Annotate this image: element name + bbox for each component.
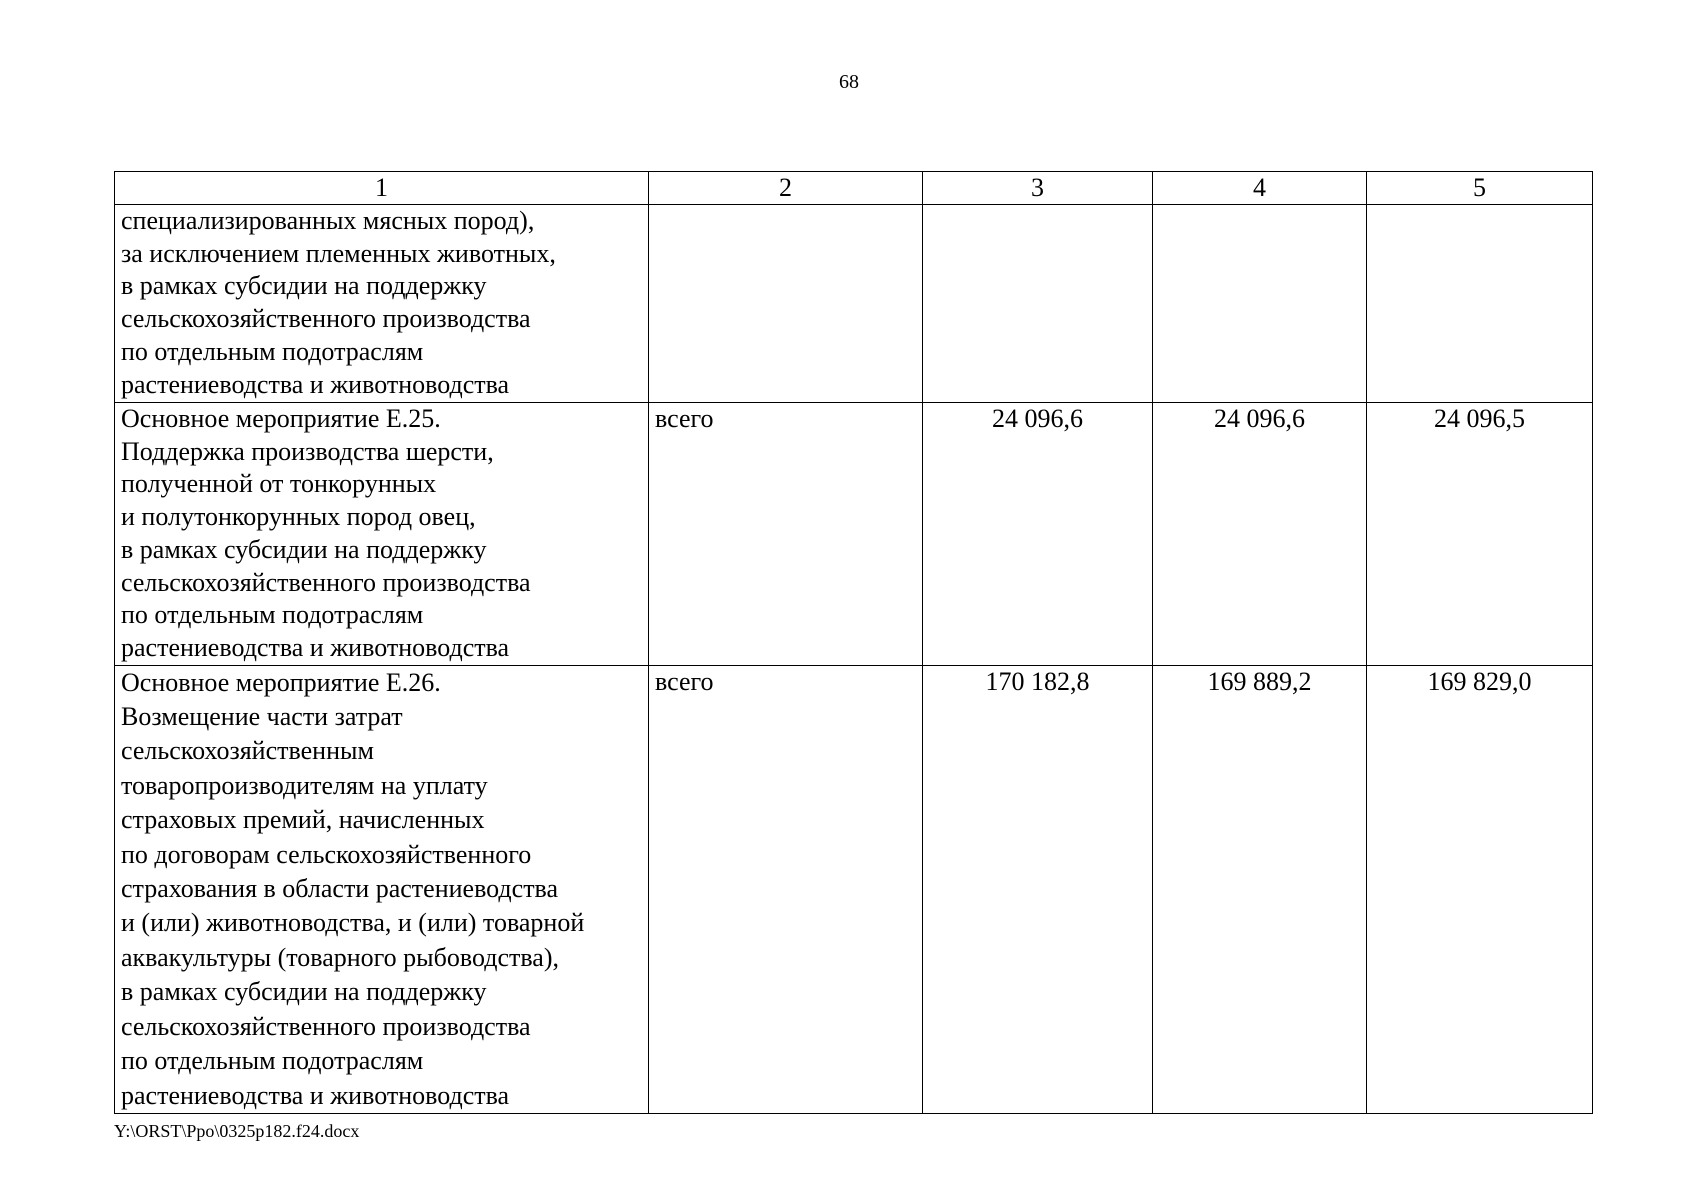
activity-name-line: растениеводства и животноводства xyxy=(121,632,510,662)
column-header: 2 xyxy=(649,172,923,205)
table-row xyxy=(115,403,1593,666)
activity-name-line: в рамках субсидии на поддержку xyxy=(121,977,487,1007)
activity-name-line: сельскохозяйственным xyxy=(121,736,374,766)
activity-name-line: сельскохозяйственного производства xyxy=(121,567,531,597)
column-header: 3 xyxy=(923,172,1153,205)
value-cell-col3: 170 182,8 xyxy=(923,665,1153,1113)
activity-name-cell xyxy=(115,205,649,403)
value-cell-col3: 24 096,6 xyxy=(923,403,1153,666)
value-cell-col5 xyxy=(1367,205,1593,403)
activity-name-line: товаропроизводителям на уплату xyxy=(121,770,488,800)
activity-name-line: аквакультуры (товарного рыбоводства), xyxy=(121,942,559,972)
value-cell-col4: 169 889,2 xyxy=(1153,665,1367,1113)
activity-name-line: растениеводства и животноводства xyxy=(121,369,510,399)
activity-name-line: Основное мероприятие Е.25. xyxy=(121,404,441,433)
column-header: 1 xyxy=(115,172,649,205)
column-header: 4 xyxy=(1153,172,1367,205)
activity-name-line: страховых премий, начисленных xyxy=(121,805,485,835)
funding-source-cell: всего xyxy=(649,403,923,666)
value-cell-col3 xyxy=(923,205,1153,403)
funding-source-cell: всего xyxy=(649,665,923,1113)
activity-name-line: сельскохозяйственного производства xyxy=(121,304,531,334)
column-header: 5 xyxy=(1367,172,1593,205)
budget-table xyxy=(114,171,1593,1114)
activity-name-line: страхования в области растениеводства xyxy=(121,874,559,904)
page-number: 68 xyxy=(839,71,859,93)
activity-name-line: полученной от тонкорунных xyxy=(121,469,437,499)
funding-source-cell xyxy=(649,205,923,403)
activity-name-cell xyxy=(115,403,649,666)
activity-name-line: в рамках субсидии на поддержку xyxy=(121,271,487,301)
activity-name-line: в рамках субсидии на поддержку xyxy=(121,534,487,564)
activity-name-line: Возмещение части затрат xyxy=(121,702,403,732)
value-cell-col4: 24 096,6 xyxy=(1153,403,1367,666)
activity-name-line: растениеводства и животноводства xyxy=(121,1080,510,1110)
activity-name-line: по отдельным подотраслям xyxy=(121,336,424,366)
activity-name-line: и (или) животноводства, и (или) товарной xyxy=(121,908,585,938)
value-cell-col5: 169 829,0 xyxy=(1367,665,1593,1113)
activity-name-line: за исключением племенных животных, xyxy=(121,238,556,268)
activity-name-line: специализированных мясных пород), xyxy=(121,206,535,235)
table-header-row xyxy=(115,172,1593,205)
activity-name-line: по отдельным подотраслям xyxy=(121,600,424,630)
activity-name-cell xyxy=(115,665,649,1113)
activity-name-line: сельскохозяйственного производства xyxy=(121,1011,531,1041)
table-row xyxy=(115,665,1593,1113)
activity-name-line: Основное мероприятие Е.26. xyxy=(121,667,441,697)
activity-name-line: по договорам сельскохозяйственного xyxy=(121,839,532,869)
value-cell-col5: 24 096,5 xyxy=(1367,403,1593,666)
value-cell-col4 xyxy=(1153,205,1367,403)
table-row xyxy=(115,205,1593,403)
footer-file-path: Y:\ORST\Ppo\0325p182.f24.docx xyxy=(114,1121,360,1141)
activity-name-line: по отдельным подотраслям xyxy=(121,1046,424,1076)
activity-name-line: и полутонкорунных пород овец, xyxy=(121,502,476,532)
activity-name-line: Поддержка производства шерсти, xyxy=(121,436,494,466)
